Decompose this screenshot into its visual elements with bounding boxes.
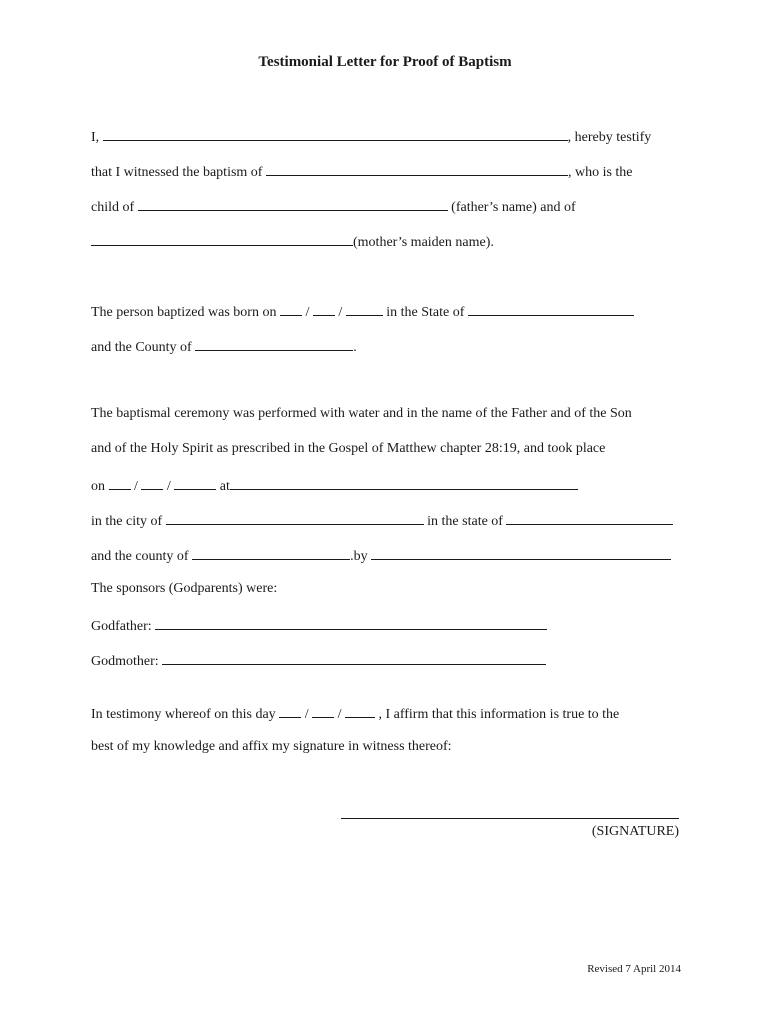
document-title: Testimonial Letter for Proof of Baptism <box>258 54 512 70</box>
signature-field[interactable] <box>341 818 679 819</box>
ceremony-county-field[interactable] <box>192 545 350 560</box>
text: in the state of <box>423 514 507 529</box>
mother-line <box>91 231 494 252</box>
text: , hereby testify <box>567 130 652 145</box>
text: , who is the <box>567 165 633 180</box>
testimony-year-field[interactable] <box>345 703 375 718</box>
testifier-line <box>91 126 651 147</box>
text: / <box>334 305 346 320</box>
birth-day-field[interactable] <box>313 301 335 316</box>
ceremony-place-field[interactable] <box>230 475 578 490</box>
baptized-line <box>91 161 633 182</box>
ceremony-state-field[interactable] <box>506 510 673 525</box>
text: and the County of <box>91 340 196 355</box>
father-name-field[interactable] <box>138 196 448 211</box>
text: Godfather: <box>91 619 156 634</box>
text: that I witnessed the baptism of <box>91 165 266 180</box>
text: In testimony whereof on this day <box>91 707 280 722</box>
testimony-day-field[interactable] <box>312 703 334 718</box>
text: / <box>301 305 313 320</box>
text: / <box>130 479 142 494</box>
birth-year-field[interactable] <box>346 301 383 316</box>
text: on <box>91 479 109 494</box>
officiant-field[interactable] <box>371 545 671 560</box>
text: / <box>163 479 175 494</box>
godfather-field[interactable] <box>155 615 547 630</box>
ceremony-city-field[interactable] <box>166 510 424 525</box>
godfather-line <box>91 615 547 636</box>
ceremony-line-2: and of the Holy Spirit as prescribed in the Gospel of Matthew chapter 28:19, and took place <box>91 441 606 456</box>
text: at <box>216 479 230 494</box>
text: child of <box>91 200 138 215</box>
text: / <box>301 707 313 722</box>
county-officiant-line <box>91 545 671 566</box>
text: (mother’s maiden name). <box>353 235 494 250</box>
text: . <box>353 340 357 355</box>
ceremony-date-line <box>91 475 578 496</box>
text: Godmother: <box>91 654 163 669</box>
county-line <box>91 336 357 357</box>
text: in the city of <box>91 514 166 529</box>
birth-month-field[interactable] <box>280 301 302 316</box>
text: (father’s name) and of <box>447 200 576 215</box>
text: .by <box>350 549 372 564</box>
ceremony-year-field[interactable] <box>174 475 216 490</box>
text: and the county of <box>91 549 193 564</box>
revision-date: Revised 7 April 2014 <box>587 963 681 975</box>
text: The person baptized was born on <box>91 305 280 320</box>
testimony-line <box>91 703 619 724</box>
ceremony-line-1: The baptismal ceremony was performed with water and in the name of the Father and of the Son <box>91 406 632 421</box>
text: , I affirm that this information is true to the <box>374 707 620 722</box>
ceremony-month-field[interactable] <box>109 475 131 490</box>
text: / <box>334 707 345 722</box>
godmother-field[interactable] <box>162 650 546 665</box>
signature-label: (SIGNATURE) <box>591 824 679 839</box>
mother-name-field[interactable] <box>91 231 353 246</box>
text: in the State of <box>382 305 468 320</box>
ceremony-day-field[interactable] <box>141 475 163 490</box>
testimony-line-2: best of my knowledge and affix my signature in witness thereof: <box>91 739 452 754</box>
birth-line <box>91 301 634 322</box>
birth-county-field[interactable] <box>195 336 353 351</box>
father-line <box>91 196 576 217</box>
testimony-month-field[interactable] <box>279 703 301 718</box>
godmother-line <box>91 650 546 671</box>
baptized-name-field[interactable] <box>266 161 568 176</box>
birth-state-field[interactable] <box>468 301 634 316</box>
sponsors-heading: The sponsors (Godparents) were: <box>91 581 278 596</box>
testifier-name-field[interactable] <box>103 126 568 141</box>
city-line <box>91 510 673 531</box>
text: I, <box>91 130 103 145</box>
